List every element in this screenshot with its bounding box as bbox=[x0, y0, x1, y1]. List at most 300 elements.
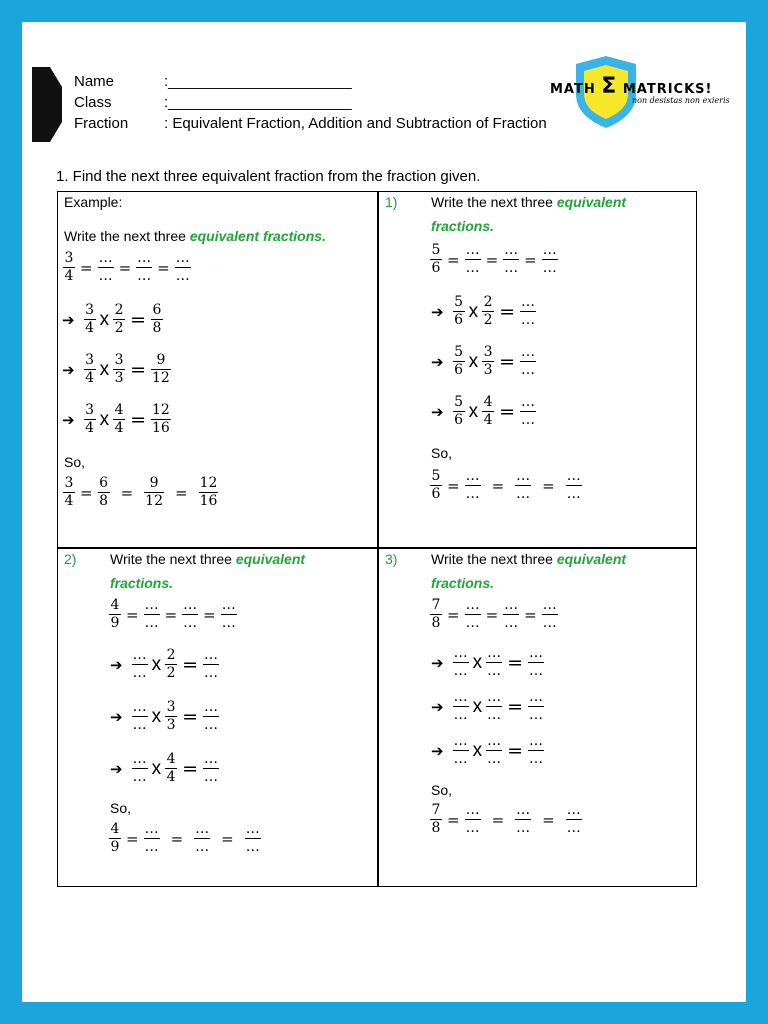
task-2-cell bbox=[58, 549, 376, 889]
blank[interactable] bbox=[486, 733, 502, 768]
times-sign: x bbox=[472, 695, 483, 717]
equals-sign: = bbox=[126, 829, 139, 848]
blank[interactable] bbox=[245, 821, 261, 856]
blank[interactable] bbox=[144, 821, 160, 856]
fraction-numerator: … bbox=[487, 645, 502, 661]
equals-sign: = bbox=[485, 250, 499, 269]
fraction-numerator: … bbox=[132, 647, 147, 663]
fraction-numerator: … bbox=[221, 597, 236, 613]
fraction-numerator: 6 bbox=[99, 475, 109, 491]
task-2-step-2 bbox=[110, 699, 220, 734]
fraction bbox=[151, 352, 171, 387]
fraction-numerator: … bbox=[504, 597, 519, 613]
task-2-step-1 bbox=[110, 647, 220, 682]
fraction bbox=[482, 294, 494, 329]
name-field[interactable]: :______________________ bbox=[164, 73, 352, 90]
fraction-denominator: … bbox=[245, 839, 260, 856]
arrow-right-icon: ➔ bbox=[431, 741, 444, 760]
fraction bbox=[165, 699, 177, 734]
example-step-2 bbox=[62, 352, 172, 387]
fraction-denominator: 3 bbox=[114, 370, 124, 387]
fraction-denominator: 4 bbox=[85, 370, 95, 387]
fraction-numerator: 3 bbox=[85, 302, 95, 318]
equals-sign: = bbox=[170, 829, 184, 848]
fraction-denominator: … bbox=[132, 769, 147, 786]
times-sign: x bbox=[99, 408, 110, 430]
fraction-denominator: 6 bbox=[454, 362, 464, 379]
task-1-so: So, bbox=[431, 445, 453, 461]
fraction-numerator: 3 bbox=[483, 344, 493, 360]
equals-sign: = bbox=[120, 483, 134, 502]
fraction bbox=[63, 250, 75, 285]
fraction-numerator: … bbox=[465, 802, 480, 818]
fraction-denominator: … bbox=[204, 665, 218, 682]
equals-sign: = bbox=[447, 476, 460, 495]
fraction-numerator: … bbox=[175, 250, 190, 266]
fraction-numerator: 2 bbox=[483, 294, 493, 310]
fraction-denominator: 12 bbox=[152, 370, 170, 387]
fraction-numerator: 4 bbox=[114, 402, 124, 418]
fraction-denominator: … bbox=[521, 412, 535, 429]
equals-sign: = bbox=[499, 300, 515, 323]
fraction-numerator: 3 bbox=[85, 352, 95, 368]
fraction-numerator: 7 bbox=[431, 802, 441, 818]
task-prompt-em: fractions. bbox=[431, 218, 495, 234]
blank[interactable] bbox=[203, 647, 219, 682]
fraction-denominator: 6 bbox=[454, 312, 464, 329]
fraction-denominator: … bbox=[487, 751, 502, 768]
blank[interactable] bbox=[515, 802, 531, 837]
fraction bbox=[144, 475, 164, 510]
fraction-denominator: 16 bbox=[152, 420, 170, 437]
fraction-denominator: 4 bbox=[114, 420, 124, 437]
times-sign: x bbox=[468, 350, 479, 372]
fraction bbox=[84, 402, 96, 437]
blank[interactable] bbox=[132, 647, 148, 682]
blank[interactable] bbox=[503, 242, 519, 277]
fraction bbox=[175, 250, 191, 285]
class-label: Class bbox=[74, 94, 112, 111]
equals-sign: = bbox=[542, 476, 555, 495]
equals-sign: = bbox=[524, 605, 537, 624]
fraction-numerator: … bbox=[465, 468, 480, 484]
blank[interactable] bbox=[503, 597, 519, 632]
fraction-denominator: … bbox=[566, 486, 581, 503]
fraction-numerator: 3 bbox=[114, 352, 124, 368]
task-1-step-1 bbox=[431, 294, 537, 329]
task-1-step-2 bbox=[431, 344, 537, 379]
fraction-denominator: … bbox=[566, 820, 581, 837]
equals-sign: = bbox=[447, 810, 460, 829]
fraction-numerator: 9 bbox=[156, 352, 166, 368]
fraction-denominator: 6 bbox=[454, 412, 464, 429]
blank[interactable] bbox=[453, 689, 469, 724]
fraction-numerator: 3 bbox=[166, 699, 176, 715]
blank[interactable] bbox=[465, 597, 481, 632]
logo-math: MATH bbox=[550, 82, 596, 97]
fraction-numerator: 4 bbox=[110, 597, 120, 613]
fraction-numerator: … bbox=[453, 733, 468, 749]
equals-sign: = bbox=[491, 810, 505, 829]
equals-sign: = bbox=[221, 829, 234, 848]
task-3-so: So, bbox=[431, 782, 453, 798]
fraction-denominator: 8 bbox=[431, 820, 441, 837]
times-sign: x bbox=[472, 739, 483, 761]
blank[interactable] bbox=[520, 344, 536, 379]
task-prompt: Write the next three equivalent bbox=[110, 551, 306, 567]
fraction-numerator: … bbox=[487, 733, 502, 749]
fraction-numerator: … bbox=[132, 751, 147, 767]
fraction-numerator: … bbox=[98, 250, 113, 266]
fraction-denominator: … bbox=[144, 839, 159, 856]
task-1-cell bbox=[379, 192, 697, 532]
exercise-grid bbox=[57, 191, 697, 887]
equals-sign: = bbox=[164, 605, 178, 624]
prompt-text: Write the next three bbox=[64, 228, 190, 244]
fraction-numerator: … bbox=[183, 597, 198, 613]
times-sign: x bbox=[99, 358, 110, 380]
fraction-denominator: 6 bbox=[431, 260, 441, 277]
fraction-numerator: … bbox=[542, 242, 557, 258]
fraction-denominator: 2 bbox=[114, 320, 124, 337]
fraction-numerator: … bbox=[245, 821, 260, 837]
fraction-numerator: … bbox=[204, 699, 218, 715]
task-prompt: Write the next three equivalent bbox=[431, 551, 627, 567]
arrow-right-icon: ➔ bbox=[62, 360, 75, 379]
corner-tab bbox=[32, 67, 62, 142]
task-1-step-3 bbox=[431, 394, 537, 429]
times-sign: x bbox=[468, 300, 479, 322]
fraction-denominator: … bbox=[521, 312, 535, 329]
fraction bbox=[84, 352, 96, 387]
fraction-denominator: 2 bbox=[166, 665, 176, 682]
fraction-denominator: … bbox=[487, 707, 502, 724]
equals-sign: = bbox=[447, 250, 460, 269]
equals-sign: = bbox=[130, 358, 146, 381]
fraction-denominator: 8 bbox=[152, 320, 162, 337]
fraction-numerator: … bbox=[487, 689, 502, 705]
fraction-numerator: … bbox=[566, 468, 581, 484]
task-3-step-2 bbox=[431, 689, 545, 724]
arrow-right-icon: ➔ bbox=[110, 759, 123, 778]
equals-sign: = bbox=[447, 605, 460, 624]
fraction-numerator: 7 bbox=[431, 597, 441, 613]
arrow-right-icon: ➔ bbox=[431, 653, 444, 672]
fraction bbox=[84, 302, 96, 337]
fraction-denominator: 4 bbox=[85, 420, 95, 437]
equals-sign: = bbox=[507, 651, 523, 674]
blank[interactable] bbox=[465, 242, 481, 277]
fraction bbox=[430, 468, 442, 503]
fraction bbox=[109, 821, 121, 856]
blank[interactable] bbox=[486, 645, 502, 680]
task-3-step-1 bbox=[431, 645, 545, 680]
fraction-numerator: … bbox=[529, 733, 543, 749]
blank[interactable] bbox=[528, 733, 544, 768]
fraction-denominator: 4 bbox=[166, 769, 176, 786]
fraction-numerator: … bbox=[144, 597, 159, 613]
fraction-denominator: … bbox=[465, 615, 480, 632]
equals-sign: = bbox=[507, 739, 523, 762]
blank[interactable] bbox=[515, 468, 531, 503]
task-3-answer-chain bbox=[429, 802, 583, 837]
fraction-denominator: … bbox=[504, 260, 519, 277]
task-2-step-3 bbox=[110, 751, 220, 786]
fraction-denominator: 9 bbox=[110, 839, 120, 856]
fraction-numerator: 9 bbox=[149, 475, 159, 491]
fraction-denominator: … bbox=[132, 717, 147, 734]
example-fraction-chain bbox=[62, 250, 192, 285]
fraction-denominator: … bbox=[453, 751, 468, 768]
blank[interactable] bbox=[566, 802, 582, 837]
fraction bbox=[136, 250, 152, 285]
fraction-denominator: … bbox=[144, 615, 159, 632]
name-label: Name bbox=[74, 73, 115, 90]
fraction-denominator: 8 bbox=[99, 493, 109, 510]
fraction-numerator: … bbox=[204, 751, 218, 767]
question-text: 1. Find the next three equivalent fraction from the fraction given. bbox=[56, 168, 481, 185]
fraction bbox=[98, 475, 110, 510]
fraction-denominator: … bbox=[529, 751, 543, 768]
blank[interactable] bbox=[486, 689, 502, 724]
logo-matricks: MATRICKS! bbox=[622, 82, 713, 97]
equals-sign: = bbox=[182, 757, 198, 780]
example-step-1 bbox=[62, 302, 164, 337]
fraction bbox=[430, 597, 442, 632]
fraction-numerator: 5 bbox=[431, 468, 441, 484]
fraction-numerator: 2 bbox=[166, 647, 176, 663]
prompt-em: equivalent fractions. bbox=[189, 228, 326, 244]
blank[interactable] bbox=[465, 468, 481, 503]
arrow-right-icon: ➔ bbox=[431, 697, 444, 716]
blank[interactable] bbox=[566, 468, 582, 503]
fraction-numerator: … bbox=[521, 344, 535, 360]
equals-sign: = bbox=[524, 250, 537, 269]
fraction-denominator: 12 bbox=[145, 493, 163, 510]
arrow-right-icon: ➔ bbox=[110, 707, 123, 726]
task-2-so: So, bbox=[110, 800, 132, 816]
fraction-denominator: 4 bbox=[85, 320, 95, 337]
fraction bbox=[453, 394, 465, 429]
blank[interactable] bbox=[221, 597, 237, 632]
example-label: Example: bbox=[64, 194, 123, 210]
fraction-numerator: 2 bbox=[114, 302, 124, 318]
fraction-denominator: … bbox=[204, 769, 218, 786]
fraction-denominator: … bbox=[453, 663, 468, 680]
fraction-numerator: 5 bbox=[454, 294, 464, 310]
task-1-answer-chain bbox=[429, 468, 583, 503]
fraction-denominator: … bbox=[504, 615, 519, 632]
times-sign: x bbox=[99, 308, 110, 330]
arrow-right-icon: ➔ bbox=[62, 410, 75, 429]
blank[interactable] bbox=[132, 751, 148, 786]
task-2-answer-chain bbox=[108, 821, 262, 856]
fraction bbox=[113, 302, 125, 337]
equals-sign: = bbox=[485, 605, 499, 624]
fraction-denominator: … bbox=[542, 260, 557, 277]
blank[interactable] bbox=[465, 802, 481, 837]
arrow-right-icon: ➔ bbox=[431, 302, 444, 321]
fraction bbox=[165, 751, 177, 786]
fraction bbox=[482, 344, 494, 379]
fraction-numerator: 3 bbox=[85, 402, 95, 418]
blank[interactable] bbox=[203, 699, 219, 734]
blank[interactable] bbox=[542, 242, 558, 277]
task-number: 1) bbox=[385, 194, 398, 210]
equals-sign: = bbox=[130, 408, 146, 431]
equals-sign: = bbox=[182, 653, 198, 676]
fraction-numerator: … bbox=[542, 597, 557, 613]
blank[interactable] bbox=[203, 751, 219, 786]
fraction-denominator: 4 bbox=[64, 493, 74, 510]
fraction bbox=[430, 802, 442, 837]
fraction-denominator: 6 bbox=[431, 486, 441, 503]
fraction-numerator: … bbox=[204, 647, 218, 663]
fraction bbox=[113, 402, 125, 437]
equals-sign: = bbox=[499, 400, 515, 423]
arrow-right-icon: ➔ bbox=[110, 655, 123, 674]
fraction-numerator: … bbox=[465, 242, 480, 258]
fraction-denominator: … bbox=[516, 486, 531, 503]
blank[interactable] bbox=[542, 597, 558, 632]
fraction-denominator: … bbox=[137, 268, 152, 285]
fraction-numerator: … bbox=[516, 802, 531, 818]
task-1-fraction-chain bbox=[429, 242, 559, 277]
fraction bbox=[113, 352, 125, 387]
blank[interactable] bbox=[144, 597, 160, 632]
times-sign: x bbox=[151, 653, 162, 675]
fraction bbox=[151, 302, 163, 337]
example-answer-chain bbox=[62, 475, 219, 510]
fraction-numerator: 5 bbox=[431, 242, 441, 258]
fraction-denominator: … bbox=[521, 362, 535, 379]
equals-sign: = bbox=[507, 695, 523, 718]
equals-sign: = bbox=[126, 605, 139, 624]
logo-sigma: Σ bbox=[601, 74, 618, 99]
task-prompt-em: fractions. bbox=[110, 575, 174, 591]
class-field[interactable]: :______________________ bbox=[164, 94, 352, 111]
fraction bbox=[151, 402, 171, 437]
fraction-denominator: … bbox=[195, 839, 210, 856]
worksheet-page bbox=[22, 22, 746, 1002]
fraction-denominator: … bbox=[98, 268, 113, 285]
equals-sign: = bbox=[182, 705, 198, 728]
fraction-denominator: … bbox=[465, 820, 480, 837]
times-sign: x bbox=[151, 705, 162, 727]
task-number: 3) bbox=[385, 551, 398, 567]
fraction-denominator: 3 bbox=[483, 362, 493, 379]
equals-sign: = bbox=[130, 308, 146, 331]
fraction-denominator: 9 bbox=[110, 615, 120, 632]
fraction-denominator: … bbox=[132, 665, 147, 682]
blank[interactable] bbox=[528, 689, 544, 724]
fraction-denominator: 16 bbox=[199, 493, 218, 510]
example-cell bbox=[58, 192, 376, 532]
fraction-numerator: … bbox=[516, 468, 531, 484]
equals-sign: = bbox=[542, 810, 555, 829]
fraction-numerator: 4 bbox=[166, 751, 176, 767]
task-3-step-3 bbox=[431, 733, 545, 768]
task-3-fraction-chain bbox=[429, 597, 559, 632]
fraction-denominator: … bbox=[465, 486, 480, 503]
task-prompt: Write the next three equivalent bbox=[431, 194, 627, 210]
fraction-numerator: … bbox=[453, 689, 468, 705]
arrow-right-icon: ➔ bbox=[431, 352, 444, 371]
fraction-numerator: 4 bbox=[110, 821, 120, 837]
fraction bbox=[165, 647, 177, 682]
fraction bbox=[453, 294, 465, 329]
fraction bbox=[98, 250, 114, 285]
example-step-3 bbox=[62, 402, 172, 437]
fraction-numerator: 6 bbox=[152, 302, 162, 318]
fraction-numerator: … bbox=[529, 645, 543, 661]
fraction-numerator: 5 bbox=[454, 394, 464, 410]
fraction-numerator: … bbox=[144, 821, 159, 837]
equals-sign: = bbox=[157, 258, 170, 277]
equals-sign: = bbox=[80, 483, 93, 502]
mathematricks-logo bbox=[548, 52, 728, 132]
task-prompt-em: fractions. bbox=[431, 575, 495, 591]
logo-tagline: non desistas non exieris bbox=[632, 96, 730, 105]
fraction-denominator: … bbox=[516, 820, 531, 837]
fraction-numerator: … bbox=[132, 699, 147, 715]
equals-sign: = bbox=[174, 483, 188, 502]
arrow-right-icon: ➔ bbox=[62, 310, 75, 329]
times-sign: x bbox=[468, 400, 479, 422]
fraction-denominator: … bbox=[183, 615, 198, 632]
fraction-numerator: 4 bbox=[483, 394, 493, 410]
fraction-numerator: … bbox=[521, 394, 535, 410]
fraction-numerator: … bbox=[566, 802, 581, 818]
fraction-denominator: 2 bbox=[483, 312, 493, 329]
fraction-denominator: … bbox=[529, 707, 543, 724]
equals-sign: = bbox=[499, 350, 515, 373]
fraction-numerator: … bbox=[504, 242, 519, 258]
task-2-fraction-chain bbox=[108, 597, 238, 632]
fraction-denominator: 8 bbox=[431, 615, 441, 632]
fraction bbox=[109, 597, 121, 632]
fraction-numerator: 3 bbox=[64, 250, 74, 266]
example-prompt bbox=[64, 228, 326, 244]
fraction-numerator: … bbox=[137, 250, 152, 266]
blank[interactable] bbox=[520, 294, 536, 329]
fraction-denominator: … bbox=[465, 260, 480, 277]
fraction-numerator: … bbox=[465, 597, 480, 613]
fraction-numerator: … bbox=[453, 645, 468, 661]
fraction-denominator: … bbox=[529, 663, 543, 680]
times-sign: x bbox=[151, 757, 162, 779]
equals-sign: = bbox=[80, 258, 93, 277]
arrow-right-icon: ➔ bbox=[431, 402, 444, 421]
blank[interactable] bbox=[194, 821, 210, 856]
fraction-numerator: 5 bbox=[454, 344, 464, 360]
task-3-cell bbox=[379, 549, 697, 889]
fraction-numerator: 3 bbox=[64, 475, 74, 491]
blank[interactable] bbox=[528, 645, 544, 680]
fraction bbox=[199, 475, 219, 510]
fraction-denominator: … bbox=[221, 615, 236, 632]
blank[interactable] bbox=[520, 394, 536, 429]
blank[interactable] bbox=[453, 733, 469, 768]
blank[interactable] bbox=[453, 645, 469, 680]
fraction-denominator: … bbox=[204, 717, 218, 734]
blank[interactable] bbox=[132, 699, 148, 734]
fraction-denominator: … bbox=[487, 663, 502, 680]
fraction-numerator: … bbox=[521, 294, 535, 310]
blank[interactable] bbox=[182, 597, 198, 632]
equals-sign: = bbox=[491, 476, 505, 495]
fraction-numerator: 12 bbox=[152, 402, 170, 418]
